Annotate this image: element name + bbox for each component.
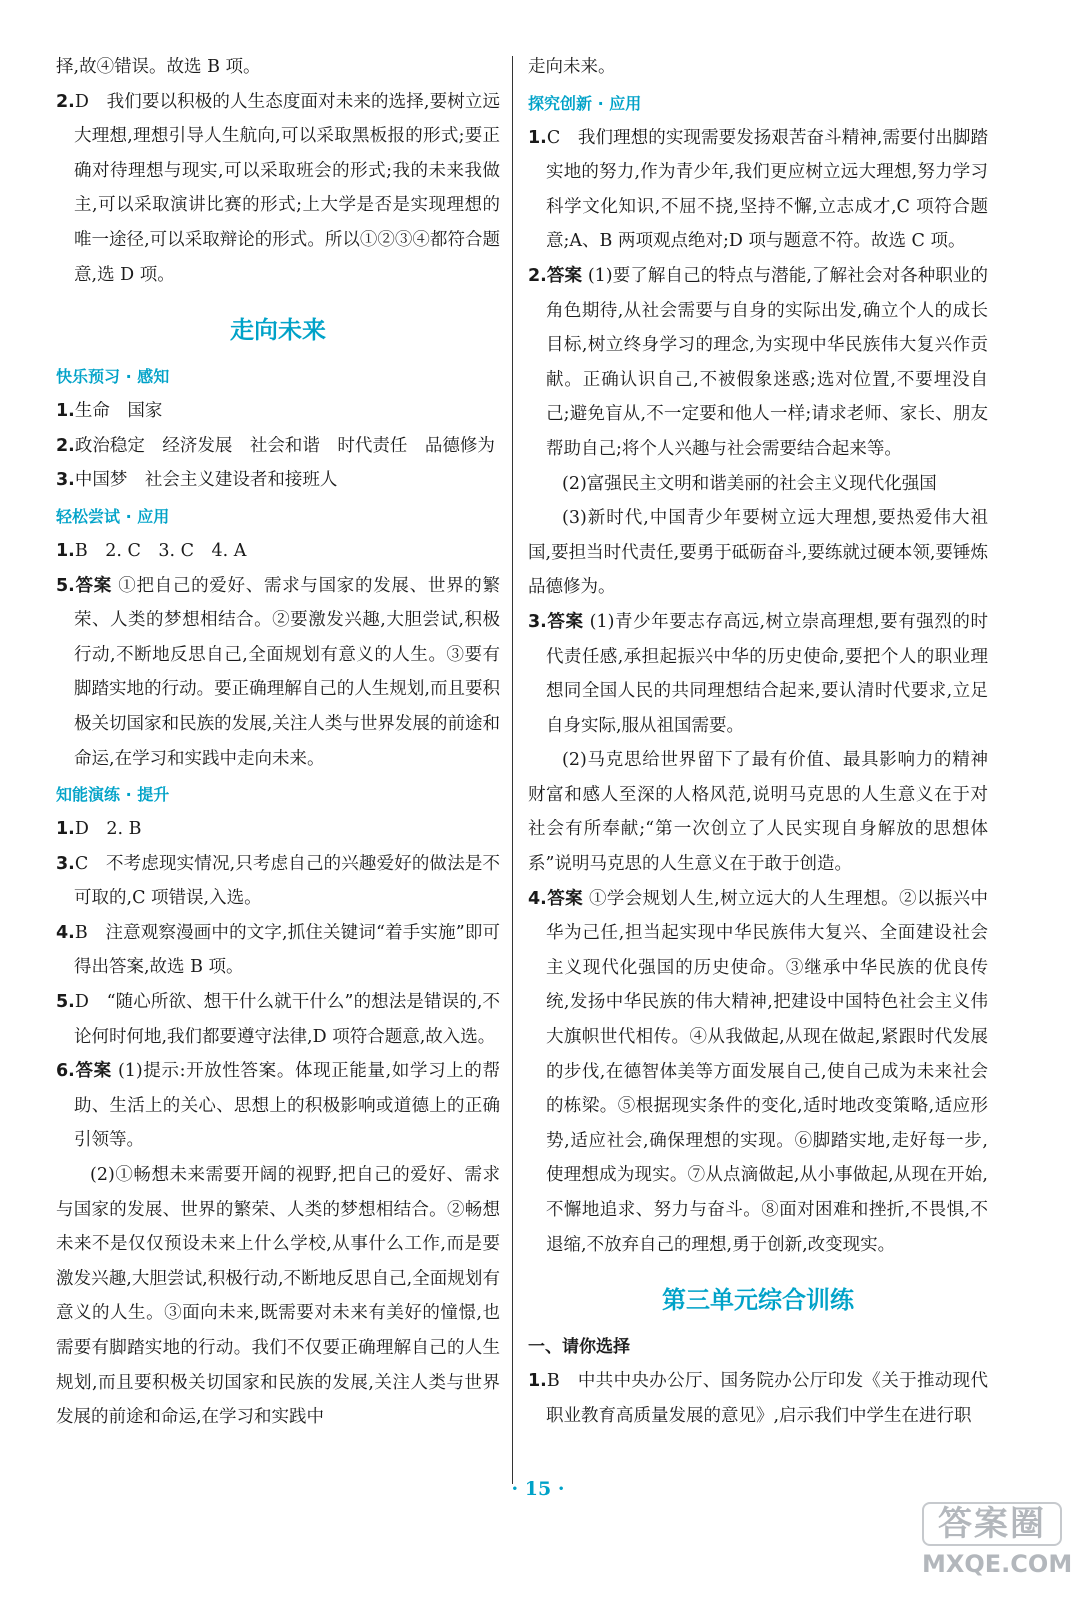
answer-item xyxy=(56,85,500,293)
item-text: B 中共中央办公厅、国务院办公厅印发《关于推动现代职业教育高质量发展的意见》,启示我们中学生在进行职 xyxy=(546,1371,988,1426)
answer-item xyxy=(56,534,500,569)
paragraph xyxy=(56,50,500,85)
item-text: 中国梦 社会主义建设者和接班人 xyxy=(74,470,338,491)
answer-item xyxy=(56,812,500,847)
answer-label: 答案 xyxy=(546,265,583,286)
left-column xyxy=(56,50,500,1435)
item-text: (3)新时代,中国青少年要树立远大理想,要热爱伟大祖国,要担当时代责任,要勇于砥砺奋斗,要练就过硬本领,要锤炼品德修为。 xyxy=(528,508,988,598)
item-text: 走向未来。 xyxy=(528,57,616,77)
watermark-logo xyxy=(922,1502,1073,1588)
answer-item xyxy=(528,121,988,259)
item-number: 1. xyxy=(528,1371,547,1392)
item-number: 3. xyxy=(56,853,75,874)
answer-item xyxy=(56,463,500,498)
answer-item xyxy=(56,394,500,429)
subsection-heading: 知能演练 · 提升 xyxy=(56,785,170,805)
item-number: 3. xyxy=(56,470,75,491)
item-number: 1. xyxy=(528,127,547,148)
item-text: C 不考虑现实情况,只考虑自己的兴趣爱好的做法是不可取的,C 项错误,入选。 xyxy=(74,853,500,909)
item-text: (2)富强民主文明和谐美丽的社会主义现代化强国 xyxy=(562,473,937,494)
paragraph xyxy=(528,743,988,881)
answer-item xyxy=(56,569,500,777)
item-text: ①学会规划人生,树立远大的人生理想。②以振兴中华为己任,担当起实现中华民族伟大复兴、全面建设社会主义现代化强国的历史使命。③继承中华民族的优良传统,发扬中华民族的伟大精神,把建设中国特色社会主义伟大旗帜世代相传。④从我做起,从现在做起,紧跟时代发展的步伐,在德智体美等方面发展自己,使自己成为未来社会的栋梁。⑤根据现实条件的变化,适时地改变策略,适应形势,适应社会,确保理想的实现。⑥脚踏实地,走好每一步,使理想成为现实。⑦从点滴做起,从小事做起,从现在开始,不懈地追求、努力与奋斗。⑧面对困难和挫折,不畏惧,不退缩,不放弃自己的理想,勇于创新,改变现实。 xyxy=(546,888,989,1255)
column-divider xyxy=(512,56,513,1484)
paragraph xyxy=(56,1158,500,1435)
paragraph xyxy=(528,50,988,85)
item-text: C 我们理想的实现需要发扬艰苦奋斗精神,需要付出脚踏实地的努力,作为青少年,我们更应树立远大理想,努力学习科学文化知识,不屈不挠,坚持不懈,立志成才,C 项符合题意;A、B 两项观点绝对;D 项与题意不符。故选 C 项。 xyxy=(546,127,988,252)
item-text: (2)马克思给世界留下了最有价值、最具影响力的精神财富和感人至深的人格风范,说明马克思的人生意义在于对社会有所奉献;“第一次创立了人民实现自身解放的思想体系”说明马克思的人生意义在于敢于创造。 xyxy=(528,750,988,875)
section-title: 走向未来 xyxy=(230,316,326,345)
item-text: B 注意观察漫画中的文字,抓住关键词“着手实施”即可得出答案,故选 B 项。 xyxy=(74,922,500,978)
item-number: 1. xyxy=(56,540,75,561)
answer-item xyxy=(56,429,500,464)
subsection-heading: 轻松尝试 · 应用 xyxy=(56,506,170,526)
answer-label: 答案 xyxy=(546,888,583,909)
item-number: 1. xyxy=(56,401,75,422)
item-number: 3. xyxy=(528,611,547,632)
item-text: (1)要了解自己的特点与潜能,了解社会对各种职业的角色期待,从社会需要与自身的实际出发,确立个人的成长目标,树立终身学习的理念,为实现中华民族伟大复兴作贡献。正确认识自己,不被假象迷惑;选对位置,不要埋没自己;避免盲从,不一定要和他人一样;请求老师、家长、朋友帮助自己;将个人兴趣与社会需要结合起来等。 xyxy=(546,265,988,459)
section-title: 第三单元综合训练 xyxy=(662,1286,854,1315)
item-number: 2. xyxy=(56,91,75,112)
item-text: B 2. C 3. C 4. A xyxy=(74,540,247,561)
item-text: D 我们要以积极的人生态度面对未来的选择,要树立远大理想,理想引导人生航向,可以采取黑板报的形式;要正确对待理想与现实,可以采取班会的形式;我的未来我做主,可以采取演讲比赛的形式;上大学是否是实现理想的唯一途径,可以采取辩论的形式。所以①②③④都符合题意,选 D 项。 xyxy=(74,91,500,285)
paragraph xyxy=(528,501,988,605)
item-number: 5. xyxy=(56,575,75,596)
item-number: 6. xyxy=(56,1061,75,1082)
item-text: D “随心所欲、想干什么就干什么”的想法是错误的,不论何时何地,我们都要遵守法律,D 项符合题意,故入选。 xyxy=(74,992,500,1047)
watermark-cn: 答案圈 xyxy=(922,1502,1062,1546)
item-number: 5. xyxy=(56,992,75,1013)
answer-label: 答案 xyxy=(74,1061,112,1082)
item-text: 政治稳定 经济发展 社会和谐 时代责任 品德修为 xyxy=(74,435,495,456)
answer-item xyxy=(528,259,988,467)
item-number: 4. xyxy=(528,888,547,909)
item-text: 择,故④错误。故选 B 项。 xyxy=(56,57,261,77)
right-column xyxy=(528,50,988,1433)
item-number: 2. xyxy=(528,265,547,286)
answer-label: 答案 xyxy=(546,611,584,632)
answer-item xyxy=(528,605,988,743)
answer-label: 答案 xyxy=(74,575,112,596)
item-number: 2. xyxy=(56,435,75,456)
item-text: ①把自己的爱好、需求与国家的发展、世界的繁荣、人类的梦想相结合。②要激发兴趣,大胆尝试,积极行动,不断地反思自己,全面规划有意义的人生。③要有脚踏实地的行动。要正确理解自己的人生规划,而且要积极关切国家和民族的发展,关注人类与世界发展的前途和命运,在学习和实践中走向未来。 xyxy=(74,575,500,769)
item-text: (1)青少年要志存高远,树立崇高理想,要有强烈的时代责任感,承担起振兴中华的历史使命,要把个人的职业理想同全国人民的共同理想结合起来,要认清时代要求,立足自身实际,服从祖国需要。 xyxy=(546,611,988,736)
item-text: (2)①畅想未来需要开阔的视野,把自己的爱好、需求与国家的发展、世界的繁荣、人类的梦想相结合。②畅想未来不是仅仅预设未来上什么学校,从事什么工作,而是要激发兴趣,大胆尝试,积极行动,不断地反思自己,全面规划有意义的人生。③面向未来,既需要对未来有美好的憧憬,也需要有脚踏实地的行动。我们不仅要正确理解自己的人生规划,而且要积极关切国家和民族的发展,关注人类与世界发展的前途和命运,在学习和实践中 xyxy=(56,1165,500,1428)
answer-item xyxy=(528,882,988,1263)
answer-item xyxy=(56,847,500,916)
item-number: 4. xyxy=(56,922,75,943)
item-text: D 2. B xyxy=(74,819,142,840)
answer-item xyxy=(56,985,500,1054)
answer-item xyxy=(56,916,500,985)
page-number: · 15 · xyxy=(511,1478,565,1500)
answer-item xyxy=(528,1364,988,1433)
watermark-en: MXQE.COM xyxy=(922,1550,1073,1578)
item-text: 生命 国家 xyxy=(74,401,163,422)
item-number: 1. xyxy=(56,819,75,840)
subsection-heading: 快乐预习 · 感知 xyxy=(56,367,170,387)
answer-item xyxy=(56,1054,500,1158)
paragraph xyxy=(528,467,988,502)
subsection-heading: 探究创新 · 应用 xyxy=(528,93,642,113)
item-text: (1)提示:开放性答案。体现正能量,如学习上的帮助、生活上的关心、思想上的积极影响或道德上的正确引领等。 xyxy=(74,1061,500,1151)
section-heading: 一、请你选择 xyxy=(528,1337,630,1358)
